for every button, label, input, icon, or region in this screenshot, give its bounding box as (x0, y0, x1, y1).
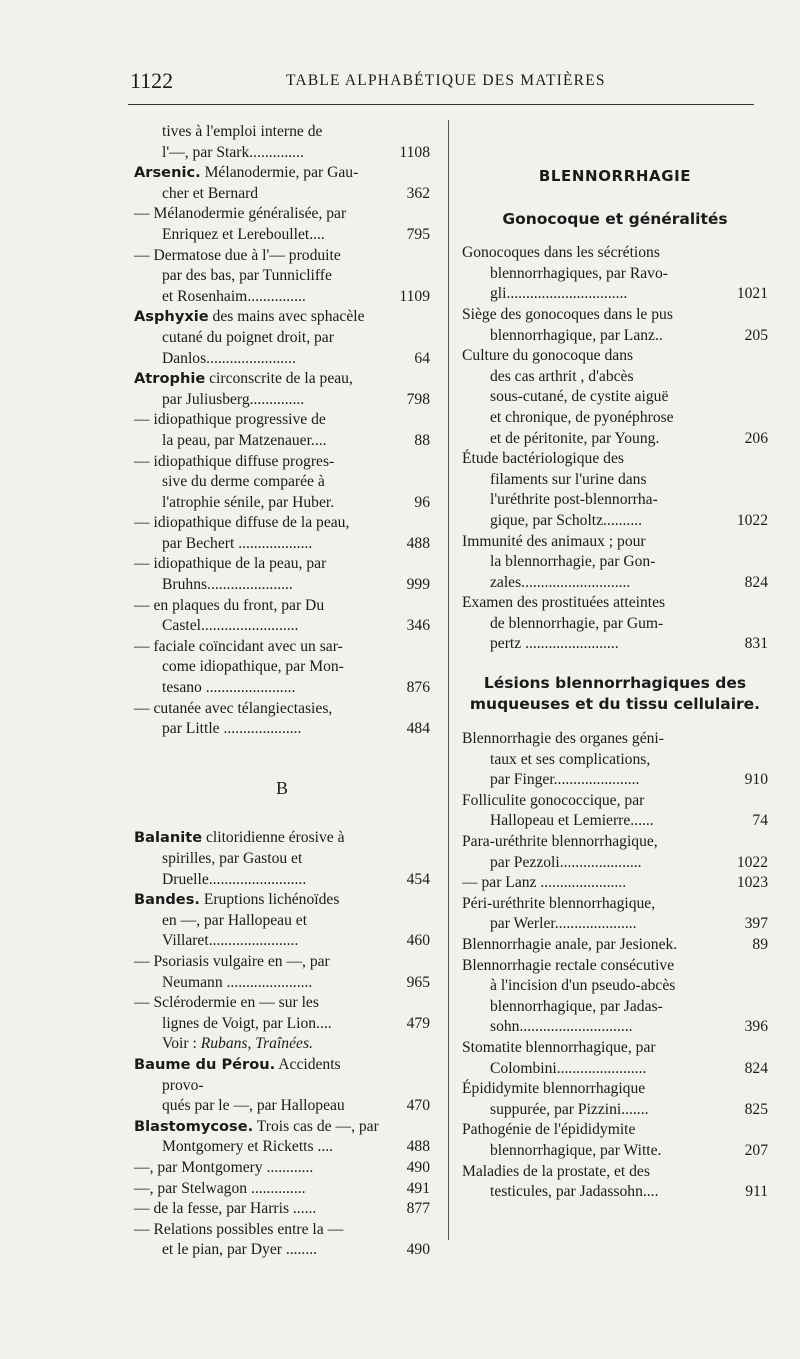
entry-text: qués par le —, par Hallopeau (162, 1097, 345, 1115)
entry-text: et Rosenhaim............... (162, 287, 306, 305)
entry-text: cutané du poignet droit, par (162, 328, 334, 346)
entry-page-number: 877 (406, 1200, 430, 1218)
entry-text: zales............................ (490, 573, 631, 591)
entry-text: — cutanée avec télangiectasies, (134, 699, 333, 717)
entry-text: gli............................... (490, 285, 628, 303)
index-entry (134, 554, 430, 595)
entry-text: par Bechert ................... (162, 534, 313, 552)
entry-page-number: 824 (744, 573, 768, 591)
index-entry (134, 307, 430, 369)
entry-text: la peau, par Matzenauer.... (162, 431, 327, 449)
entry-text: Castel......................... (162, 617, 299, 635)
running-title: TABLE ALPHABÉTIQUE DES MATIÈRES (286, 72, 606, 89)
index-entry (462, 305, 768, 346)
index-entry (134, 699, 430, 740)
entry-text: Para-uréthrite blennorrhagique, (462, 833, 658, 851)
index-entry (134, 452, 430, 514)
entry-text: — faciale coïncidant avec un sar- (134, 637, 343, 655)
entry-page-number: 965 (406, 973, 430, 991)
entry-page-number: 1108 (399, 143, 430, 161)
index-entry (462, 791, 768, 832)
column-divider (448, 120, 449, 1240)
entry-text: blennorrhagiques, par Ravo- (490, 264, 668, 282)
entry-text: — en plaques du front, par Du (134, 596, 325, 614)
index-entry (134, 890, 430, 952)
entry-text: — Mélanodermie généralisée, par (134, 205, 347, 223)
entry-text: par Juliusberg.............. (162, 390, 305, 408)
entry-text: blennorrhagique, par Witte. (490, 1141, 662, 1159)
entry-page-number: 460 (406, 932, 430, 950)
entry-text: — par Lanz ...................... (462, 874, 627, 892)
entry-page-number: 454 (406, 870, 430, 888)
see-also-note (134, 1034, 430, 1055)
entry-text: des cas arthrit , d'abcès (490, 367, 634, 385)
entry-page-number: 831 (744, 635, 768, 653)
entry-text: — idiopathique diffuse progres- (134, 452, 335, 470)
index-entry (134, 1220, 430, 1261)
index-entry (462, 1162, 768, 1203)
entry-text: Trois cas de —, par (253, 1117, 379, 1135)
see-also-text: Rubans, Traînées. (196, 1035, 313, 1053)
index-entry (462, 935, 768, 956)
entry-text: Épididymite blennorrhagique (462, 1080, 646, 1098)
entry-text: par Finger...................... (490, 771, 640, 789)
index-entry (134, 369, 430, 410)
entry-page-number: 491 (406, 1179, 430, 1197)
entry-keyword: Balanite (134, 829, 203, 847)
entry-text: Immunité des animaux ; pour (462, 532, 646, 550)
entry-text: Danlos....................... (162, 349, 296, 367)
entry-text: Accidents provo- (162, 1055, 341, 1094)
entry-text: — Dermatose due à l'— produite (134, 246, 341, 264)
index-entry (134, 828, 430, 890)
entry-page-number: 488 (406, 534, 430, 552)
index-entry (462, 346, 768, 449)
entry-page-number: 479 (406, 1014, 430, 1032)
index-entry (134, 1117, 430, 1158)
entry-text: — Relations possibles entre la — (134, 1220, 344, 1238)
entry-text: Maladies de la prostate, et des (462, 1162, 650, 1180)
index-entry (462, 243, 768, 305)
index-entry (134, 204, 430, 245)
entry-text: — idiopathique progressive de (134, 411, 326, 429)
entry-text: Gonocoques dans les sécrétions (462, 244, 660, 262)
entry-page-number: 490 (406, 1158, 430, 1176)
index-entry (462, 894, 768, 935)
entry-page-number: 346 (406, 617, 430, 635)
entry-page-number: 205 (744, 326, 768, 344)
entry-text: Étude bactériologique des (462, 450, 624, 468)
entry-text: Hallopeau et Lemierre...... (490, 812, 654, 830)
entry-page-number: 1022 (736, 853, 768, 871)
entry-text: la blennorrhagie, par Gon- (490, 553, 656, 571)
entry-text: Stomatite blennorrhagique, par (462, 1038, 656, 1056)
entry-page-number: 470 (406, 1097, 430, 1115)
entry-text: et de péritonite, par Young. (490, 429, 660, 447)
entry-page-number: 396 (744, 1018, 768, 1036)
entry-page-number: 206 (744, 429, 768, 447)
entry-text: l'uréthrite post-blennorrha- (490, 491, 658, 509)
entry-text: Druelle......................... (162, 870, 307, 888)
entry-page-number: 64 (414, 349, 430, 367)
entry-text: pertz ........................ (490, 635, 619, 653)
section-heading: BLENNORRHAGIE (538, 167, 692, 185)
entry-page-number: 96 (414, 493, 430, 511)
index-entry (462, 593, 768, 655)
entry-page-number: 1021 (736, 285, 768, 303)
entry-keyword: Bandes. (134, 891, 200, 909)
entry-text: —, par Stelwagon .............. (134, 1179, 306, 1197)
index-entry (134, 122, 430, 163)
entry-text: Péri-uréthrite blennorrhagique, (462, 894, 656, 912)
entry-text: Blennorrhagie anale, par Jesionek. (462, 936, 678, 953)
entry-page-number: 1022 (736, 511, 768, 529)
entry-text: par Werler..................... (490, 915, 637, 933)
page-number: 1122 (130, 68, 174, 93)
entry-text: — Psoriasis vulgaire en —, par (134, 952, 330, 970)
index-entry (462, 449, 768, 531)
entry-text: circonscrite de la peau, (205, 370, 353, 388)
entry-text: sous-cutané, de cystite aiguë (490, 388, 669, 406)
entry-page-number: 397 (744, 915, 768, 933)
entry-text: Culture du gonocoque dans (462, 347, 634, 365)
entry-page-number: 207 (744, 1141, 768, 1159)
entry-text: et chronique, de pyonéphrose (490, 408, 674, 426)
index-entry (462, 956, 768, 1038)
entry-page-number: 911 (745, 1183, 768, 1201)
index-entry (134, 596, 430, 637)
entry-text: Blennorrhagie rectale consécutive (462, 956, 675, 974)
entry-page-number: 484 (406, 720, 430, 738)
entry-page-number: 824 (744, 1059, 768, 1077)
entry-text: Folliculite gonococcique, par (462, 791, 645, 809)
entry-keyword: Arsenic. (134, 164, 201, 182)
entry-text: Siège des gonocoques dans le pus (462, 305, 673, 323)
entry-page-number: 999 (406, 576, 430, 594)
entry-text: Blennorrhagie des organes géni- (462, 730, 664, 748)
index-entry (134, 1199, 430, 1220)
entry-text: par des bas, par Tunnicliffe (162, 267, 332, 285)
entry-page-number: 798 (406, 390, 430, 408)
entry-text: testicules, par Jadassohn.... (490, 1183, 659, 1201)
entry-page-number: 88 (414, 431, 430, 449)
entry-text: clitoridienne érosive à (202, 829, 345, 847)
entry-keyword: Blastomycose. (134, 1117, 254, 1135)
entry-text: Montgomery et Ricketts .... (162, 1138, 334, 1156)
entry-text: et le pian, par Dyer ........ (162, 1241, 318, 1259)
index-entry (462, 1079, 768, 1120)
index-entry (134, 1158, 430, 1179)
entry-page-number: 490 (406, 1241, 430, 1259)
index-entry (134, 637, 430, 699)
entry-text: — idiopathique diffuse de la peau, (134, 514, 350, 532)
entry-text: tesano ....................... (162, 679, 296, 697)
section-letter: B (275, 777, 288, 798)
index-entry (134, 246, 430, 308)
index-entry (462, 1038, 768, 1079)
entry-text: Bruhns...................... (162, 576, 293, 594)
entry-keyword: Atrophie (134, 370, 206, 388)
entry-page-number: 1023 (736, 874, 768, 892)
entry-page-number: 362 (406, 184, 430, 202)
index-entry (134, 513, 430, 554)
entry-text: — de la fesse, par Harris ...... (134, 1200, 317, 1218)
entry-text: gique, par Scholtz.......... (490, 511, 643, 529)
entry-text: Enriquez et Lereboullet.... (162, 225, 325, 243)
entry-text: à l'incision d'un pseudo-abcès (490, 977, 676, 995)
entry-text: suppurée, par Pizzini....... (490, 1100, 649, 1118)
right-column (462, 122, 768, 1203)
entry-page-number: 876 (406, 679, 430, 697)
entry-text: spirilles, par Gastou et (162, 850, 303, 867)
entry-page-number: 795 (406, 225, 430, 243)
entry-text: par Little .................... (162, 720, 302, 738)
entry-text: — Sclérodermie en — sur les (134, 994, 319, 1012)
entry-text: come idiopathique, par Mon- (162, 658, 344, 676)
entry-text: blennorrhagique, par Lanz.. (490, 326, 663, 344)
subsection-heading: Lésions blennorrhagiques des muqueuses et du tissu cellulaire. (469, 674, 761, 714)
entry-page-number: 488 (406, 1138, 430, 1156)
index-entry (134, 1055, 430, 1117)
entry-text: blennorrhagique, par Jadas- (490, 997, 663, 1015)
entry-keyword: Asphyxie (134, 308, 209, 326)
entry-text: par Pezzoli..................... (490, 853, 642, 871)
entry-page-number: 74 (752, 812, 768, 830)
entry-text: filaments sur l'urine dans (490, 470, 647, 488)
entry-text: —, par Montgomery ............ (134, 1158, 314, 1176)
index-entry (462, 532, 768, 594)
entry-text: Mélanodermie, par Gau- (200, 164, 359, 182)
index-entry (134, 952, 430, 993)
entry-text: de blennorrhagie, par Gum- (490, 614, 664, 632)
entry-text: Villaret....................... (162, 932, 299, 950)
index-entry (462, 729, 768, 791)
index-entry (462, 873, 768, 894)
see-also-label: Voir : (162, 1035, 197, 1053)
entry-text: Examen des prostituées atteintes (462, 594, 666, 612)
entry-text: tives à l'emploi interne de (162, 123, 323, 140)
entry-page-number: 89 (752, 936, 768, 953)
entry-text: lignes de Voigt, par Lion.... (162, 1014, 332, 1032)
entry-text: sive du derme comparée à (162, 473, 325, 491)
index-entry (134, 163, 430, 204)
entry-text: taux et ses complications, (490, 750, 651, 768)
header-rule (128, 104, 754, 105)
left-column (134, 122, 430, 1261)
entry-page-number: 1109 (399, 287, 430, 305)
entry-text: cher et Bernard (162, 184, 259, 202)
index-entry (462, 1120, 768, 1161)
index-entry (134, 410, 430, 451)
entry-page-number: 910 (744, 771, 768, 789)
entry-text: Neumann ...................... (162, 973, 313, 991)
entry-text: Colombini....................... (490, 1059, 647, 1077)
entry-text: — idiopathique de la peau, par (134, 555, 327, 573)
entry-page-number: 825 (744, 1100, 768, 1118)
entry-text: Eruptions lichénoïdes (199, 891, 340, 909)
entry-text: sohn............................. (490, 1018, 633, 1036)
entry-text: l'atrophie sénile, par Huber. (162, 493, 335, 511)
index-entry (134, 1179, 430, 1200)
entry-keyword: Baume du Pérou. (134, 1055, 276, 1073)
index-entry (134, 993, 430, 1034)
entry-text: des mains avec sphacèle (208, 308, 365, 326)
subsection-heading: Gonocoque et généralités (502, 209, 728, 228)
entry-text: Pathogénie de l'épididymite (462, 1121, 636, 1139)
entry-text: l'—, par Stark.............. (162, 143, 304, 161)
entry-text: en —, par Hallopeau et (162, 911, 308, 929)
index-entry (462, 832, 768, 873)
